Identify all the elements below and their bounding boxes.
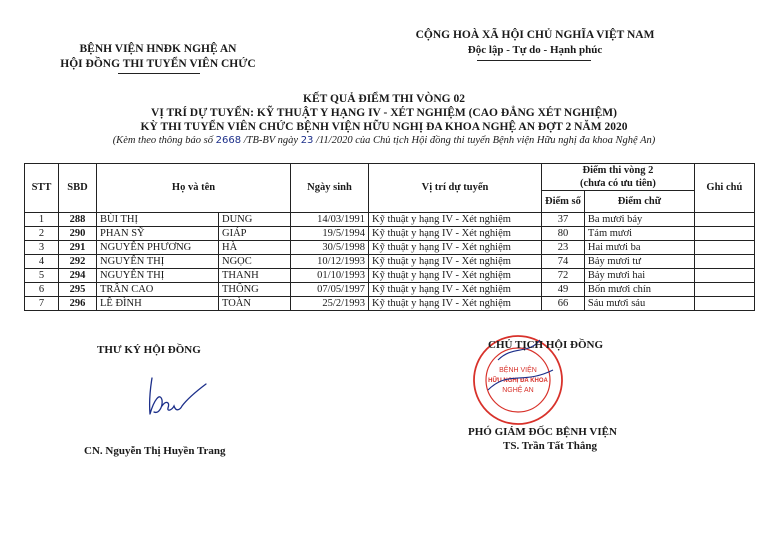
cell-first-name: THÔNG xyxy=(219,283,291,297)
cell-score: 49 xyxy=(542,283,585,297)
header-score-text: Điểm chữ xyxy=(584,191,694,213)
header-dob: Ngày sinh xyxy=(291,164,369,213)
cell-first-name: NGỌC xyxy=(219,255,291,269)
handwritten-signature xyxy=(140,370,210,430)
national-header xyxy=(385,28,685,58)
cell-position: Kỹ thuật y hạng IV - Xét nghiệm xyxy=(369,283,542,297)
header-score-group-line2: (chưa có ưu tiên) xyxy=(579,178,656,189)
cell-score: 80 xyxy=(542,227,585,241)
cell-score: 37 xyxy=(542,213,585,227)
cell-dob: 30/5/1998 xyxy=(291,241,369,255)
cell-position: Kỹ thuật y hạng IV - Xét nghiệm xyxy=(369,269,542,283)
note-part-c: /11/2020 của Chủ tịch Hội đồng thi tuyển Bệnh viện Hữu nghị đa khoa Nghệ An) xyxy=(313,135,656,146)
cell-stt: 6 xyxy=(25,283,59,297)
cell-note xyxy=(694,241,754,255)
cell-note xyxy=(694,213,754,227)
cell-score: 74 xyxy=(542,255,585,269)
table-row xyxy=(25,241,755,255)
cell-note xyxy=(694,255,754,269)
cell-last-name: LÊ ĐÌNH xyxy=(97,297,219,311)
header-rule-left xyxy=(118,73,200,74)
cell-note xyxy=(694,297,754,311)
cell-last-name: NGUYỄN PHƯƠNG xyxy=(97,241,219,255)
cell-sbd: 291 xyxy=(59,241,97,255)
cell-position: Kỹ thuật y hạng IV - Xét nghiệm xyxy=(369,213,542,227)
cell-stt: 1 xyxy=(25,213,59,227)
cell-stt: 3 xyxy=(25,241,59,255)
secretary-title: THƯ KÝ HỘI ĐỒNG xyxy=(97,344,201,356)
cell-stt: 5 xyxy=(25,269,59,283)
title-line-1: KẾT QUẢ ĐIỂM THI VÒNG 02 xyxy=(303,93,465,105)
header-name: Họ và tên xyxy=(97,164,291,213)
cell-score-text: Bốn mươi chín xyxy=(584,283,694,297)
cell-last-name: NGUYỄN THỊ xyxy=(97,269,219,283)
cell-sbd: 290 xyxy=(59,227,97,241)
org-header xyxy=(38,42,278,72)
cell-note xyxy=(694,269,754,283)
header-sbd: SBD xyxy=(59,164,97,213)
cell-position: Kỹ thuật y hạng IV - Xét nghiệm xyxy=(369,227,542,241)
chairman-title: CHỦ TỊCH HỘI ĐỒNG xyxy=(488,339,604,351)
cell-sbd: 294 xyxy=(59,269,97,283)
cell-dob: 25/2/1993 xyxy=(291,297,369,311)
cell-last-name: BÙI THỊ xyxy=(97,213,219,227)
national-motto: Độc lập - Tự do - Hạnh phúc xyxy=(467,44,603,56)
cell-stt: 4 xyxy=(25,255,59,269)
chairman-name: TS. Trần Tất Thắng xyxy=(503,440,597,452)
cell-last-name: NGUYỄN THỊ xyxy=(97,255,219,269)
title-line-3: KỲ THI TUYỂN VIÊN CHỨC BỆNH VIỆN HỮU NGHỊ ĐA KHOA NGHỆ AN ĐỢT 2 NĂM 2020 xyxy=(140,121,628,133)
header-position: Vị trí dự tuyển xyxy=(369,164,542,213)
cell-sbd: 296 xyxy=(59,297,97,311)
table-row xyxy=(25,255,755,269)
header-note: Ghi chú xyxy=(694,164,754,213)
cell-sbd: 295 xyxy=(59,283,97,297)
header-score-group xyxy=(542,164,695,191)
cell-first-name: GIÁP xyxy=(219,227,291,241)
header-rule-right xyxy=(477,60,591,61)
cell-sbd: 292 xyxy=(59,255,97,269)
cell-position: Kỹ thuật y hạng IV - Xét nghiệm xyxy=(369,241,542,255)
cell-score: 72 xyxy=(542,269,585,283)
cell-sbd: 288 xyxy=(59,213,97,227)
cell-score-text: Ba mươi bảy xyxy=(584,213,694,227)
cell-dob: 07/05/1997 xyxy=(291,283,369,297)
table-row xyxy=(25,269,755,283)
cell-first-name: HÀ xyxy=(219,241,291,255)
cell-note xyxy=(694,227,754,241)
cell-stt: 2 xyxy=(25,227,59,241)
cell-first-name: THANH xyxy=(219,269,291,283)
cell-stt: 7 xyxy=(25,297,59,311)
svg-text:NGHỆ AN: NGHỆ AN xyxy=(502,387,534,394)
cell-score: 66 xyxy=(542,297,585,311)
svg-text:BỆNH VIỆN: BỆNH VIỆN xyxy=(499,367,537,374)
note-part-b: /TB-BV ngày xyxy=(241,135,301,146)
document-title xyxy=(0,92,768,148)
cell-note xyxy=(694,283,754,297)
cell-score-text: Bảy mươi tư xyxy=(584,255,694,269)
vice-director-role: PHÓ GIÁM ĐỐC BỆNH VIỆN xyxy=(468,426,617,438)
title-line-2: VỊ TRÍ DỰ TUYỂN: KỸ THUẬT Y HẠNG IV - XÉT NGHIỆM (CAO ĐẲNG XÉT NGHIỆM) xyxy=(151,107,617,119)
cell-last-name: PHAN SỸ xyxy=(97,227,219,241)
header-score-number: Điểm số xyxy=(542,191,585,213)
table-row xyxy=(25,297,755,311)
note-number-handwritten: 2668 xyxy=(215,135,242,146)
org-council: HỘI ĐỒNG THI TUYỂN VIÊN CHỨC xyxy=(60,58,256,70)
note-part-a: (Kèm theo thông báo số xyxy=(112,135,216,146)
cell-dob: 01/10/1993 xyxy=(291,269,369,283)
cell-dob: 10/12/1993 xyxy=(291,255,369,269)
cell-score-text: Sáu mươi sáu xyxy=(584,297,694,311)
national-name: CỘNG HOÀ XÃ HỘI CHỦ NGHĨA VIỆT NAM xyxy=(415,29,655,41)
cell-score-text: Hai mươi ba xyxy=(584,241,694,255)
cell-score-text: Bảy mươi hai xyxy=(584,269,694,283)
results-table xyxy=(24,163,755,311)
note-day-handwritten: 23 xyxy=(300,135,314,146)
secretary-name: CN. Nguyễn Thị Huyền Trang xyxy=(84,445,226,457)
cell-dob: 19/5/1994 xyxy=(291,227,369,241)
cell-position: Kỹ thuật y hạng IV - Xét nghiệm xyxy=(369,297,542,311)
cell-dob: 14/03/1991 xyxy=(291,213,369,227)
org-hospital: BỆNH VIỆN HNĐK NGHỆ AN xyxy=(79,43,237,55)
cell-score-text: Tám mươi xyxy=(584,227,694,241)
cell-last-name: TRẦN CAO xyxy=(97,283,219,297)
table-row xyxy=(25,283,755,297)
title-note xyxy=(0,134,768,148)
cell-first-name: TOÀN xyxy=(219,297,291,311)
cell-first-name: DUNG xyxy=(219,213,291,227)
table-row xyxy=(25,213,755,227)
table-row xyxy=(25,227,755,241)
svg-text:HỮU NGHỊ ĐA KHOA: HỮU NGHỊ ĐA KHOA xyxy=(488,378,548,384)
cell-position: Kỹ thuật y hạng IV - Xét nghiệm xyxy=(369,255,542,269)
header-stt: STT xyxy=(25,164,59,213)
header-score-group-line1: Điểm thi vòng 2 xyxy=(582,165,654,176)
cell-score: 23 xyxy=(542,241,585,255)
